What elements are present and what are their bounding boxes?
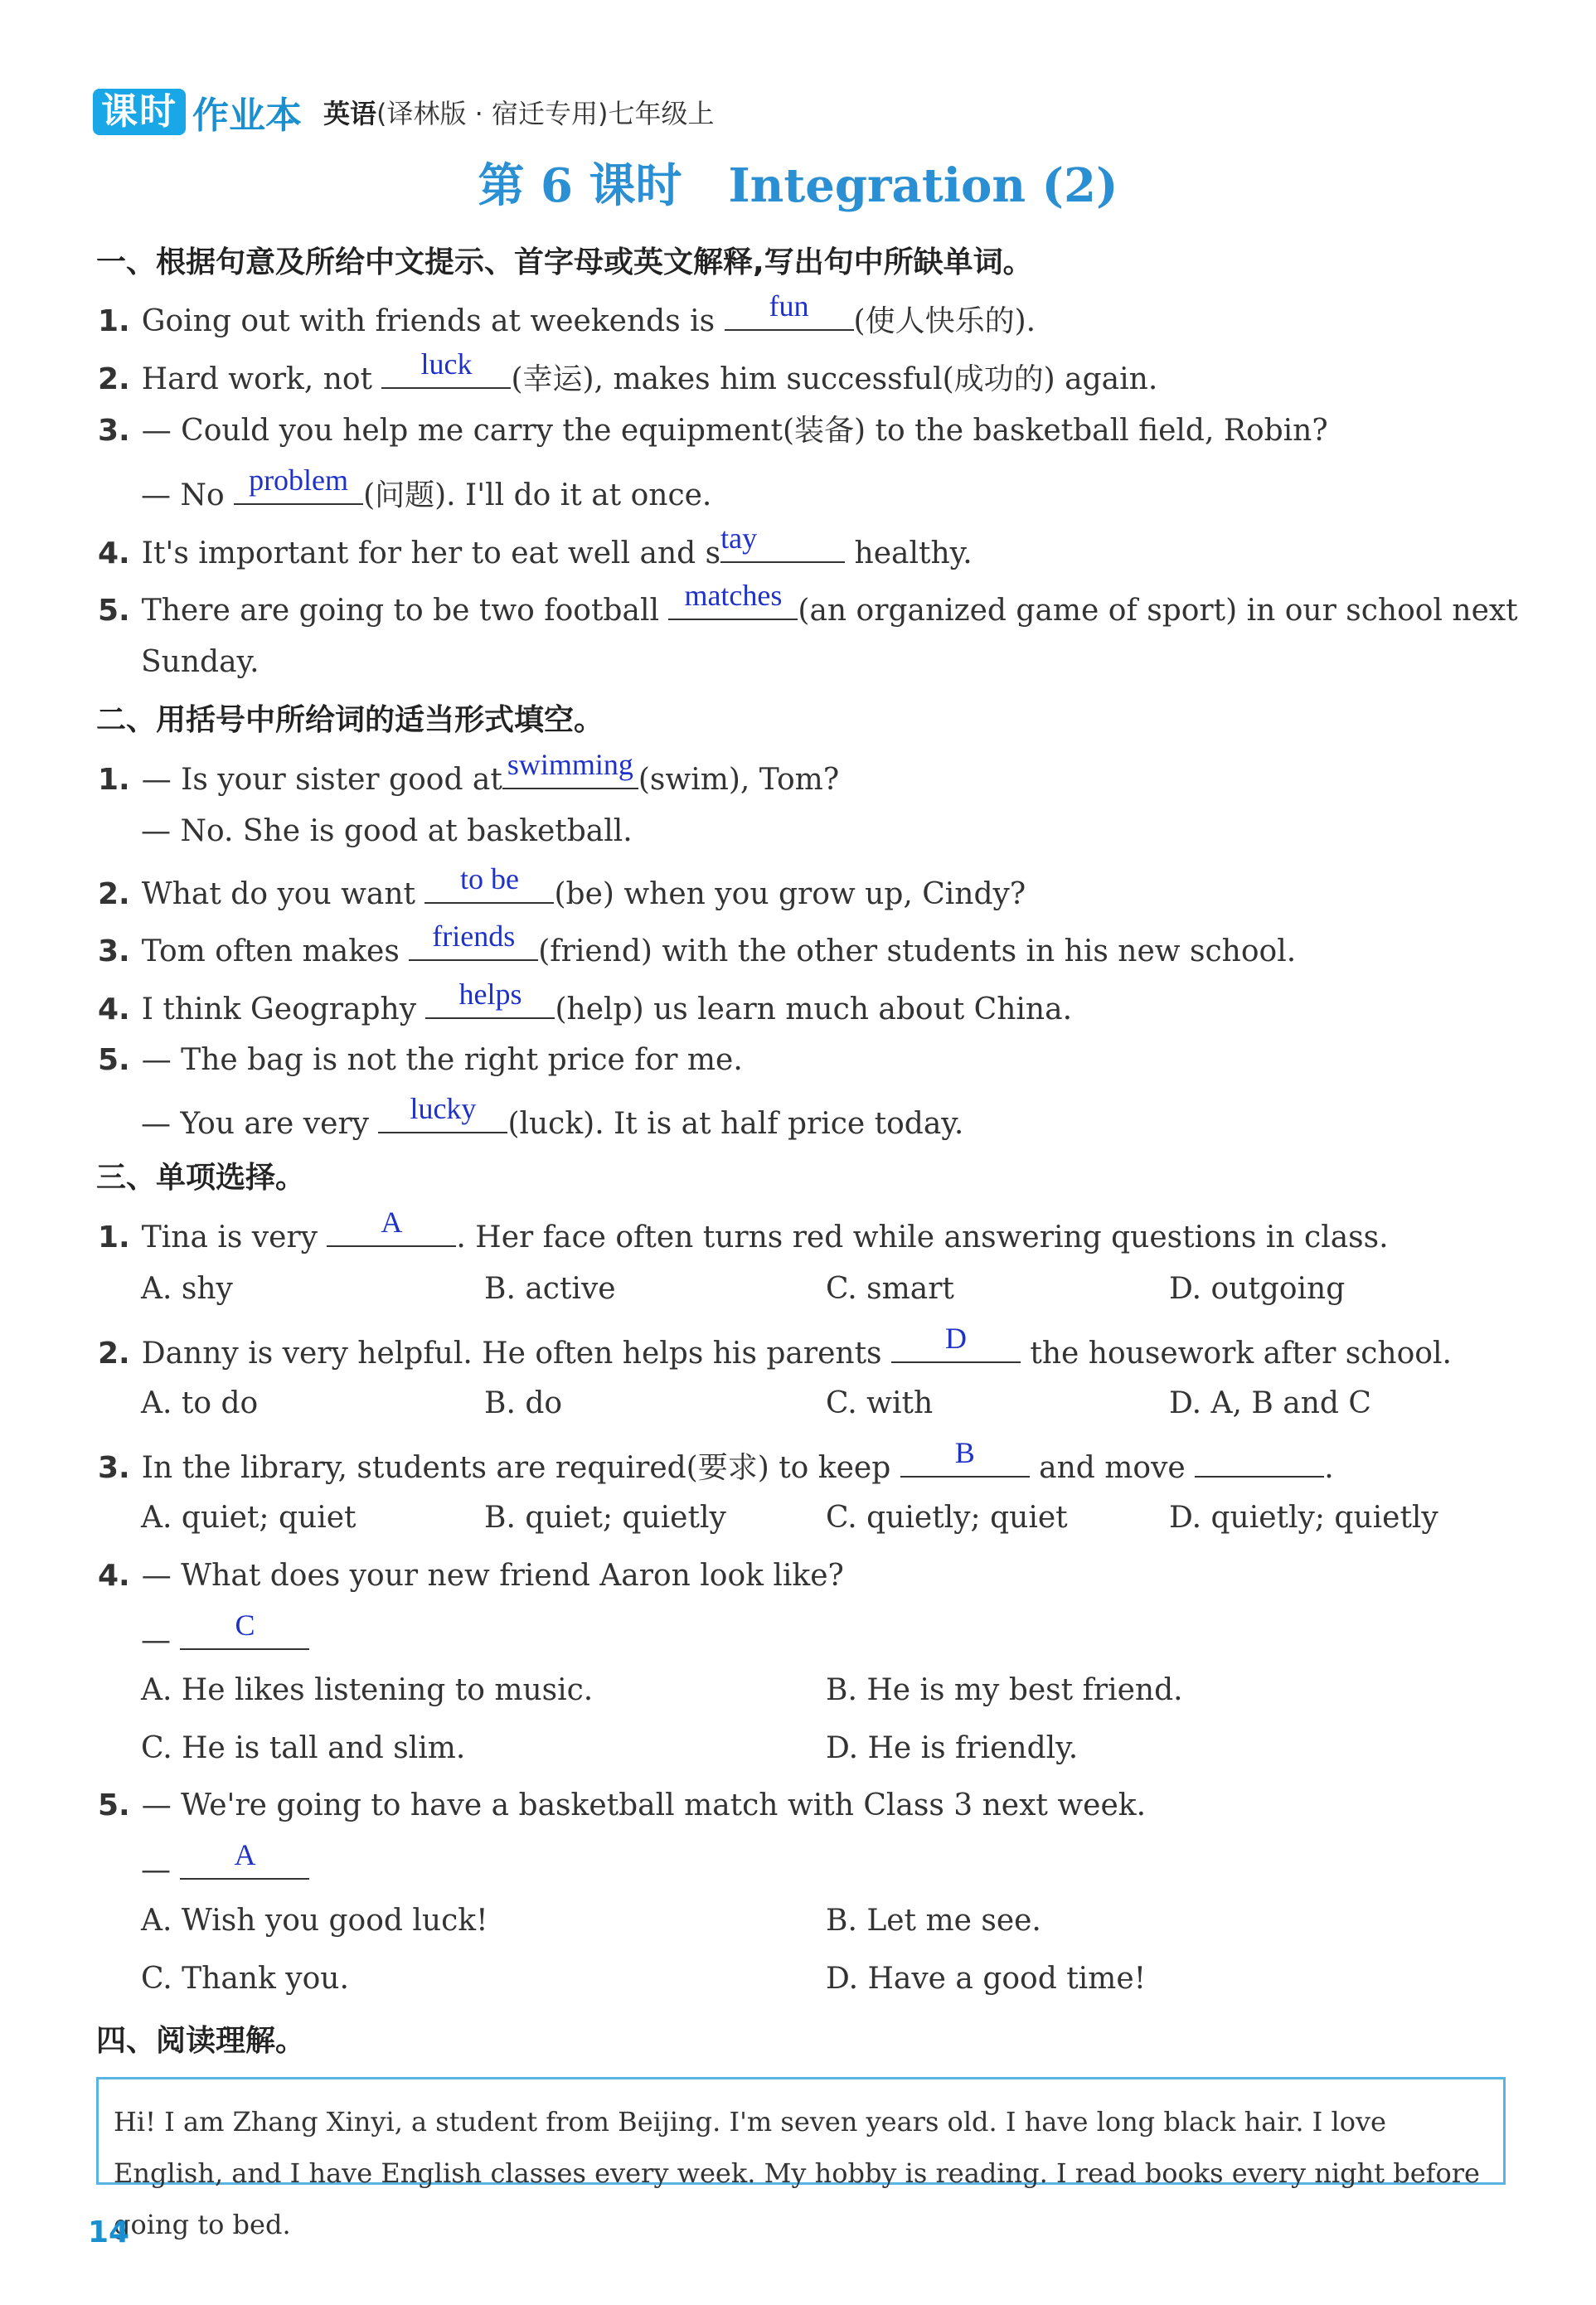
q-number: 4. [98, 992, 130, 1026]
dash: — [141, 1623, 171, 1657]
answer-blank-2[interactable] [1195, 1441, 1324, 1478]
q-text: — Is your sister good at [141, 763, 502, 797]
q-text: . [1324, 1451, 1334, 1485]
answer: luck [420, 347, 473, 381]
q-number: 2. [98, 1337, 130, 1371]
answer: tay [720, 522, 758, 555]
q-text: (luck). It is at half price today. [507, 1107, 964, 1141]
s1-q3-reply [141, 463, 712, 517]
q-text: In the library, students are required(要求) to keep [141, 1451, 900, 1485]
option-b[interactable]: B. He is my best friend. [826, 1673, 1183, 1707]
answer: lucky [410, 1092, 477, 1125]
answer: D [944, 1322, 967, 1355]
header [93, 83, 715, 141]
q-number: 3. [98, 934, 130, 968]
s3-q3 [98, 1436, 1334, 1489]
option-b[interactable]: B. active [484, 1272, 616, 1306]
s2-q1 [98, 748, 840, 801]
answer: to be [459, 862, 519, 895]
section-4-title: 四、阅读理解。 [96, 2024, 306, 2058]
subject-label [323, 93, 715, 131]
lesson-title: 第 6 课时 Integration (2) [478, 158, 1118, 213]
s1-q3 [98, 410, 1328, 452]
answer-blank[interactable] [720, 522, 845, 563]
s1-q5 [98, 579, 1518, 632]
q-text: (an organized game of sport) in our school next [798, 594, 1518, 628]
s3-q5-reply [141, 1838, 309, 1891]
s1-q2 [98, 347, 1158, 400]
answer-blank[interactable] [424, 862, 554, 904]
q-text: (幸运), makes him successful(成功的) again. [511, 362, 1158, 396]
logo-text: 作业本 [192, 95, 302, 137]
q-text: — We're going to have a basketball match with Class 3 next week. [141, 1788, 1147, 1822]
answer-blank[interactable] [378, 1092, 507, 1133]
answer-blank[interactable] [502, 748, 638, 789]
answer-blank[interactable] [180, 1609, 309, 1650]
answer-blank[interactable] [327, 1206, 456, 1247]
q-text: (swim), Tom? [638, 763, 840, 797]
option-c[interactable]: C. smart [826, 1272, 954, 1306]
q-text: I think Geography [141, 992, 426, 1026]
q-number: 3. [98, 414, 130, 448]
answer-blank[interactable] [725, 289, 854, 331]
option-a[interactable]: A. quiet; quiet [141, 1501, 357, 1535]
q-text: Going out with friends at weekends is [141, 304, 725, 338]
q-text: — Could you help me carry the equipment(装备) to the basketball field, Robin? [141, 414, 1328, 448]
s3-q4 [98, 1555, 844, 1597]
q-text: Tina is very [141, 1220, 327, 1254]
q-number: 3. [98, 1451, 130, 1485]
q-text: — What does your new friend Aaron look like? [141, 1559, 844, 1593]
q-text: There are going to be two football [141, 594, 669, 628]
answer: matches [684, 579, 783, 612]
subject-name: 英语 [323, 98, 377, 129]
option-c[interactable]: C. quietly; quiet [826, 1501, 1068, 1535]
s3-q1 [98, 1206, 1389, 1259]
section-3-title: 三、单项选择。 [96, 1161, 306, 1195]
s2-q3 [98, 920, 1297, 973]
option-b[interactable]: B. quiet; quietly [484, 1501, 726, 1535]
q-text: — No [141, 478, 235, 512]
reading-passage: Hi! I am Zhang Xinyi, a student from Beijing. I'm seven years old. I have long black hair. I love English, and I have English classes every week. My hobby is reading. I read books every night before going to bed. [96, 2077, 1506, 2185]
s1-q5-cont: Sunday. [141, 645, 260, 679]
s3-q5 [98, 1785, 1146, 1827]
answer: helps [458, 978, 522, 1011]
q-text: (使人快乐的). [853, 304, 1036, 338]
s1-q4 [98, 522, 973, 575]
q-text: — You are very [141, 1107, 379, 1141]
q-number: 2. [98, 877, 130, 911]
q-text: — The bag is not the right price for me. [141, 1043, 743, 1077]
answer-blank[interactable] [180, 1838, 309, 1880]
q-text: (friend) with the other students in his new school. [538, 934, 1297, 968]
answer: friends [432, 920, 516, 953]
q-text: healthy. [845, 536, 973, 570]
option-d[interactable]: D. Have a good time! [826, 1962, 1147, 1996]
option-d[interactable]: D. quietly; quietly [1169, 1501, 1438, 1535]
q-text: (help) us learn much about China. [555, 992, 1073, 1026]
answer-blank[interactable] [381, 347, 511, 389]
q-number: 5. [98, 1043, 130, 1077]
q-text: Hard work, not [141, 362, 382, 396]
q-text: the housework after school. [1020, 1337, 1452, 1371]
q-text: (问题). I'll do it at once. [363, 478, 712, 512]
answer: A [234, 1838, 256, 1871]
q-text: (be) when you grow up, Cindy? [554, 877, 1026, 911]
q-text: Tom often makes [141, 934, 410, 968]
answer-blank[interactable] [900, 1436, 1030, 1478]
option-b[interactable]: B. do [484, 1386, 563, 1420]
option-a[interactable]: A. He likes listening to music. [141, 1673, 594, 1707]
option-a[interactable]: A. to do [141, 1386, 259, 1420]
option-c[interactable]: C. Thank you. [141, 1962, 349, 1996]
q-text: Danny is very helpful. He often helps his parents [141, 1337, 891, 1371]
s2-q2 [98, 862, 1026, 915]
q-number: 4. [98, 1559, 130, 1593]
q-text: It's important for her to eat well and s [141, 536, 721, 570]
s2-q1-reply: — No. She is good at basketball. [141, 814, 633, 848]
option-d[interactable]: D. A, B and C [1169, 1386, 1371, 1420]
s2-q5-reply [141, 1092, 964, 1145]
option-d[interactable]: D. outgoing [1169, 1272, 1346, 1306]
answer: problem [249, 463, 349, 497]
option-a[interactable]: A. Wish you good luck! [141, 1904, 488, 1938]
q-number: 1. [98, 763, 130, 797]
q-number: 5. [98, 594, 130, 628]
page-number: 14 [88, 2215, 130, 2249]
answer-blank[interactable] [409, 920, 538, 961]
s2-q5 [98, 1040, 743, 1081]
option-d[interactable]: D. He is friendly. [826, 1731, 1079, 1765]
s2-q4 [98, 978, 1073, 1031]
option-c[interactable]: C. He is tall and slim. [141, 1731, 466, 1765]
answer-blank[interactable] [425, 978, 555, 1019]
s3-q2 [98, 1322, 1452, 1375]
q-number: 1. [98, 304, 130, 338]
option-b[interactable]: B. Let me see. [826, 1904, 1041, 1938]
q-text: and move [1029, 1451, 1196, 1485]
answer: B [954, 1436, 975, 1469]
logo-highlight: 课时 [93, 89, 186, 135]
answer: swimming [507, 748, 633, 781]
answer-blank[interactable] [891, 1322, 1021, 1363]
answer-blank[interactable] [234, 463, 363, 505]
q-text: What do you want [141, 877, 425, 911]
answer: A [381, 1206, 403, 1239]
q-number: 1. [98, 1220, 130, 1254]
s1-q1 [98, 289, 1036, 342]
subject-detail: (译林版 · 宿迁专用)七年级上 [376, 98, 715, 129]
answer: fun [769, 289, 809, 323]
q-number: 4. [98, 536, 130, 570]
section-2-title: 二、用括号中所给词的适当形式填空。 [96, 703, 604, 737]
q-number: 5. [98, 1788, 130, 1822]
option-c[interactable]: C. with [826, 1386, 934, 1420]
s3-q4-reply [141, 1609, 309, 1662]
q-text: . Her face often turns red while answering questions in class. [456, 1220, 1389, 1254]
answer-blank[interactable] [668, 579, 798, 620]
section-1-title: 一、根据句意及所给中文提示、首字母或英文解释,写出句中所缺单词。 [96, 245, 1033, 279]
q-number: 2. [98, 362, 130, 396]
dash: — [141, 1853, 171, 1887]
option-a[interactable]: A. shy [141, 1272, 233, 1306]
answer: C [235, 1609, 255, 1642]
